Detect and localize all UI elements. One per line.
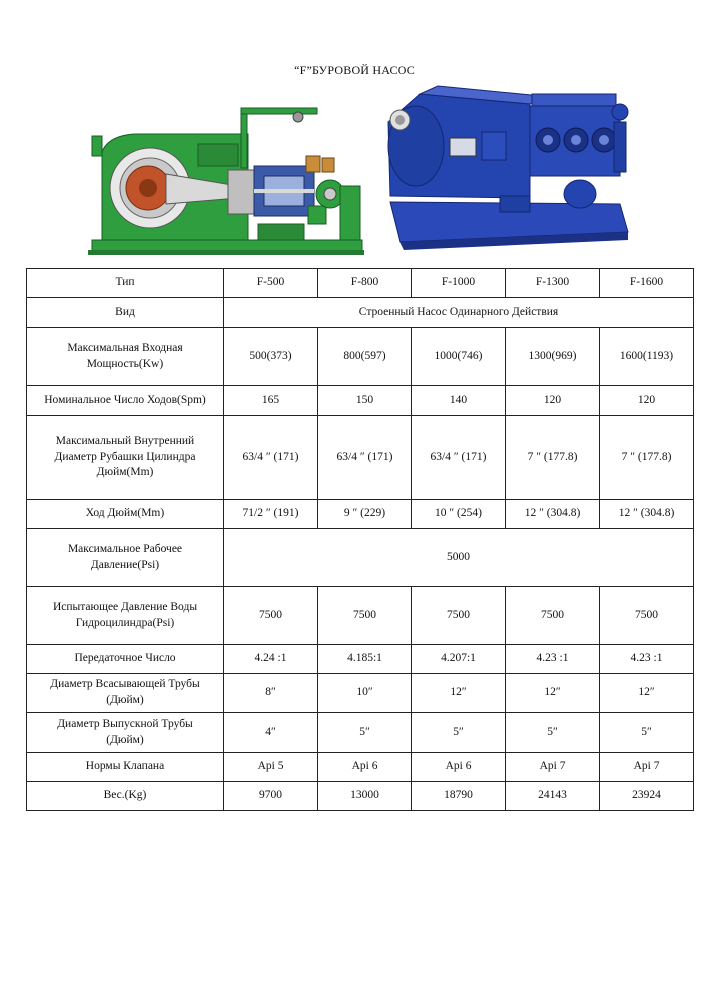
table-cell: 5″ xyxy=(412,713,506,753)
table-row-discharge xyxy=(27,713,694,753)
table-cell: 4.23 :1 xyxy=(506,645,600,674)
table-cell: 5″ xyxy=(600,713,694,753)
document-title: “F”БУРОВОЙ НАСОС xyxy=(294,63,415,77)
row-label: Нормы Клапана xyxy=(27,753,224,782)
table-cell: 5″ xyxy=(506,713,600,753)
row-label-line: Диаметр Выпускной Трубы xyxy=(57,717,193,730)
row-label-line: (Дюйм) xyxy=(106,694,144,706)
table-cell: 10″ xyxy=(318,674,412,713)
table-cell: 12″ xyxy=(600,674,694,713)
table-cell: 71/2 ″ (191) xyxy=(224,500,318,529)
table-cell: 8″ xyxy=(224,674,318,713)
row-label-line: (Дюйм) xyxy=(106,733,144,746)
table-cell: Api 7 xyxy=(600,753,694,782)
row-label xyxy=(27,674,224,713)
row-label-line: Максимальная Входная xyxy=(67,341,183,354)
table-cell: Api 6 xyxy=(412,753,506,782)
green-pump-image xyxy=(88,100,368,260)
table-cell: 12″ xyxy=(412,674,506,713)
row-label-line: Максимальный Внутренний xyxy=(55,435,195,448)
table-cell: 12 ″ (304.8) xyxy=(506,500,600,529)
row-label: Вес.(Kg) xyxy=(27,782,224,811)
table-cell: 7 ″ (177.8) xyxy=(506,416,600,500)
table-cell: 1300(969) xyxy=(506,328,600,386)
table-cell: Api 6 xyxy=(318,753,412,782)
table-row-power xyxy=(27,328,694,386)
table-row-weight xyxy=(27,782,694,811)
table-row-valve xyxy=(27,753,694,782)
pump-kind-value: Строенный Насос Одинарного Действия xyxy=(224,298,694,328)
row-label-line: Испытающее Давление Воды xyxy=(52,600,198,613)
table-cell: 7500 xyxy=(224,587,318,645)
model-header: F-500 xyxy=(224,269,318,298)
row-label-line: Мощность(Kw) xyxy=(86,357,164,370)
model-header: F-800 xyxy=(318,269,412,298)
table-cell: 18790 xyxy=(412,782,506,811)
row-label xyxy=(27,587,224,645)
row-label: Номинальное Число Ходов(Spm) xyxy=(27,386,224,416)
table-cell: 7500 xyxy=(318,587,412,645)
table-row-suction xyxy=(27,674,694,713)
row-label: Вид xyxy=(27,298,224,328)
max-pressure-value: 5000 xyxy=(224,529,694,587)
table-row-spm xyxy=(27,386,694,416)
row-label-line: Диаметр Всасывающей Трубы xyxy=(50,678,200,691)
table-cell: Api 7 xyxy=(506,753,600,782)
table-cell: Api 5 xyxy=(224,753,318,782)
row-label-line: Дюйм(Mm) xyxy=(96,466,154,479)
model-header: F-1600 xyxy=(600,269,694,298)
table-cell: 7500 xyxy=(412,587,506,645)
table-cell: 12″ xyxy=(506,674,600,713)
table-cell: 150 xyxy=(318,386,412,416)
row-label xyxy=(27,529,224,587)
table-cell: 9700 xyxy=(224,782,318,811)
table-cell: 800(597) xyxy=(318,328,412,386)
table-row-test-pressure xyxy=(27,587,694,645)
table-row-kind xyxy=(27,298,694,328)
table-cell: 4.24 :1 xyxy=(224,645,318,674)
table-cell: 24143 xyxy=(506,782,600,811)
table-row-gear-ratio xyxy=(27,645,694,674)
spec-table xyxy=(26,268,694,811)
table-cell: 10 ″ (254) xyxy=(412,500,506,529)
row-label xyxy=(27,328,224,386)
table-cell: 1600(1193) xyxy=(600,328,694,386)
table-cell: 63/4 ″ (171) xyxy=(318,416,412,500)
blue-pump-image xyxy=(380,82,630,257)
table-cell: 7 ″ (177.8) xyxy=(600,416,694,500)
table-cell: 1000(746) xyxy=(412,328,506,386)
table-cell: 4″ xyxy=(224,713,318,753)
table-cell: 13000 xyxy=(318,782,412,811)
table-cell: 9 ″ (229) xyxy=(318,500,412,529)
table-row-max-pressure xyxy=(27,529,694,587)
row-label: Ход Дюйм(Mm) xyxy=(27,500,224,529)
table-cell: 4.207:1 xyxy=(412,645,506,674)
row-label xyxy=(27,416,224,500)
table-cell: 500(373) xyxy=(224,328,318,386)
model-header: F-1000 xyxy=(412,269,506,298)
table-row-type-header xyxy=(27,269,694,298)
table-cell: 4.185:1 xyxy=(318,645,412,674)
row-label-line: Диаметр Рубашки Цилиндра xyxy=(54,450,196,463)
row-label-line: Давление(Psi) xyxy=(90,558,160,571)
table-cell: 140 xyxy=(412,386,506,416)
table-cell: 120 xyxy=(506,386,600,416)
table-cell: 7500 xyxy=(600,587,694,645)
row-label: Тип xyxy=(27,269,224,298)
table-cell: 63/4 ″ (171) xyxy=(412,416,506,500)
table-cell: 5″ xyxy=(318,713,412,753)
model-header: F-1300 xyxy=(506,269,600,298)
table-row-stroke xyxy=(27,500,694,529)
row-label: Передаточное Число xyxy=(27,645,224,674)
table-cell: 7500 xyxy=(506,587,600,645)
row-label-line: Гидроцилиндра(Psi) xyxy=(75,616,175,629)
table-cell: 120 xyxy=(600,386,694,416)
table-row-liner xyxy=(27,416,694,500)
table-cell: 165 xyxy=(224,386,318,416)
table-cell: 4.23 :1 xyxy=(600,645,694,674)
table-cell: 23924 xyxy=(600,782,694,811)
table-cell: 12 ″ (304.8) xyxy=(600,500,694,529)
row-label xyxy=(27,713,224,753)
row-label-line: Максимальное Рабочее xyxy=(67,542,183,555)
table-cell: 63/4 ″ (171) xyxy=(224,416,318,500)
